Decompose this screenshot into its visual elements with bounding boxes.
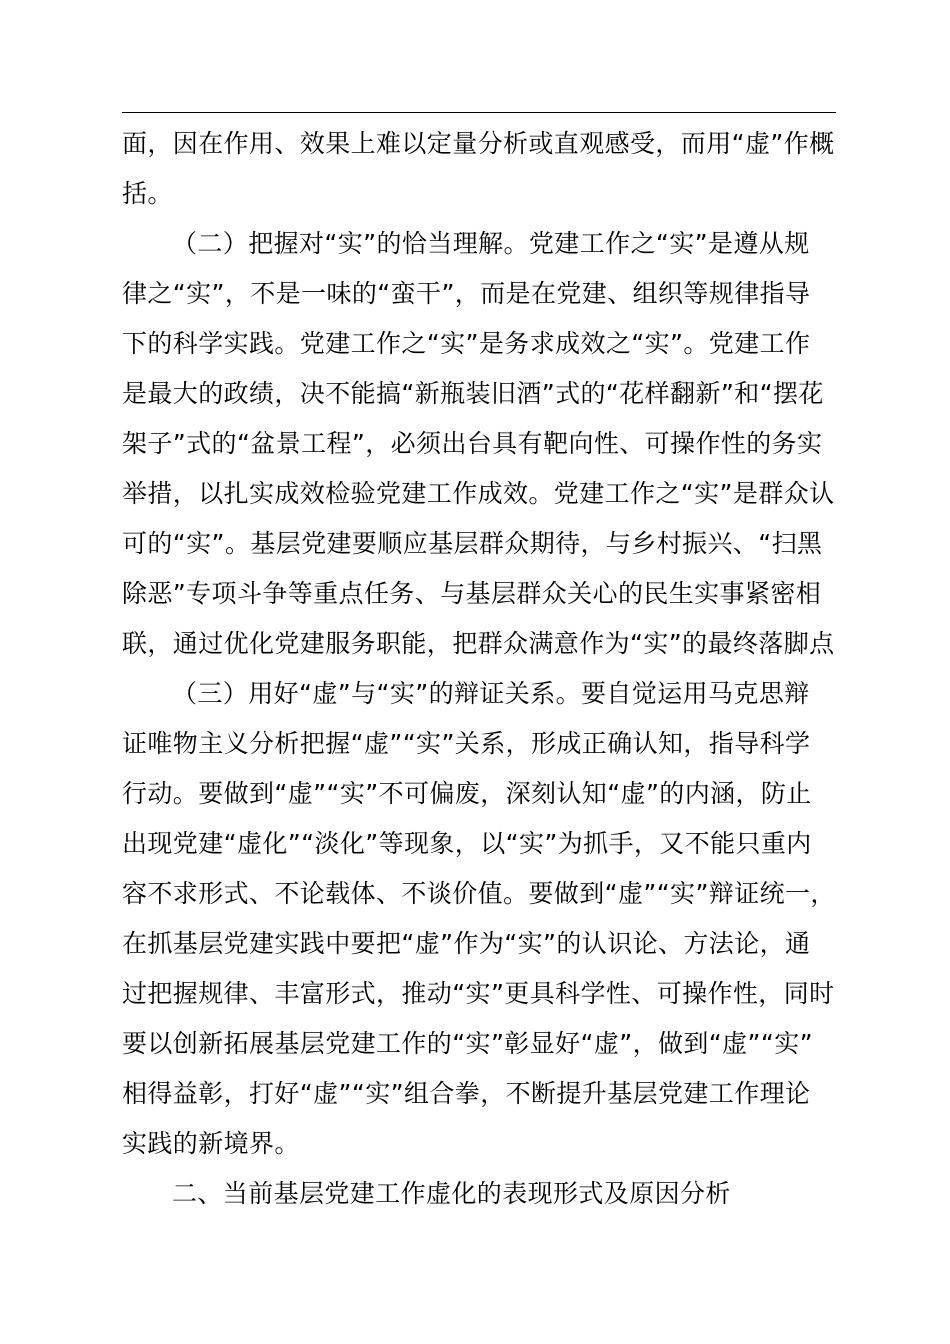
text-line: 可的“实”。基层党建要顺应基层群众期待，与乡村振兴、“扫黑 (122, 529, 823, 558)
text-line: 容不求形式、不论载体、不谈价值。要做到“虚”“实”辩证统一， (122, 879, 836, 908)
text-line: 相得益彰，打好“虚”“实”组合拳，不断提升基层党建工作理论 (122, 1079, 811, 1108)
text-line: 要以创新拓展基层党建工作的“实”彰显好“虚”，做到“虚”“实” (122, 1029, 814, 1058)
text-line: 括。 (122, 179, 173, 208)
section-heading: 二、当前基层党建工作虚化的表现形式及原因分析 (172, 1179, 731, 1208)
text-line: 架子”式的“盆景工程”，必须出台具有靶向性、可操作性的务实 (122, 429, 823, 458)
text-line: 律之“实”，不是一味的“蛮干”，而是在党建、组织等规律指导 (122, 279, 811, 308)
text-line: （三）用好“虚”与“实”的辩证关系。要自觉运用马克思辩 (172, 679, 810, 708)
text-line: 证唯物主义分析把握“虚”“实”关系，形成正确认知，指导科学 (122, 729, 811, 758)
text-line: 出现党建“虚化”“淡化”等现象，以“实”为抓手，又不能只重内 (122, 829, 812, 858)
text-line: 过把握规律、丰富形式，推动“实”更具科学性、可操作性，同时 (122, 979, 835, 1008)
text-line: （二）把握对“实”的恰当理解。党建工作之“实”是遵从规 (172, 229, 810, 258)
text-line: 下的科学实践。党建工作之“实”是务求成效之“实”。党建工作 (122, 329, 811, 358)
text-line: 联，通过优化党建服务职能，把群众满意作为“实”的最终落脚点 (122, 629, 835, 658)
header-rule (122, 112, 836, 113)
text-line: 行动。要做到“虚”“实”不可偏废，深刻认知“虚”的内涵，防止 (122, 779, 812, 808)
text-line: 面，因在作用、效果上难以定量分析或直观感受，而用“虚”作概 (122, 129, 835, 158)
text-line: 实践的新境界。 (122, 1129, 300, 1158)
text-line: 是最大的政绩，决不能搞“新瓶装旧酒”式的“花样翻新”和“摆花 (122, 379, 824, 408)
text-line: 在抓基层党建实践中要把“虚”作为“实”的认识论、方法论，通 (122, 929, 811, 958)
text-line: 举措，以扎实成效检验党建工作成效。党建工作之“实”是群众认 (122, 479, 835, 508)
text-line: 除恶”专项斗争等重点任务、与基层群众关心的民生实事紧密相 (122, 579, 822, 608)
